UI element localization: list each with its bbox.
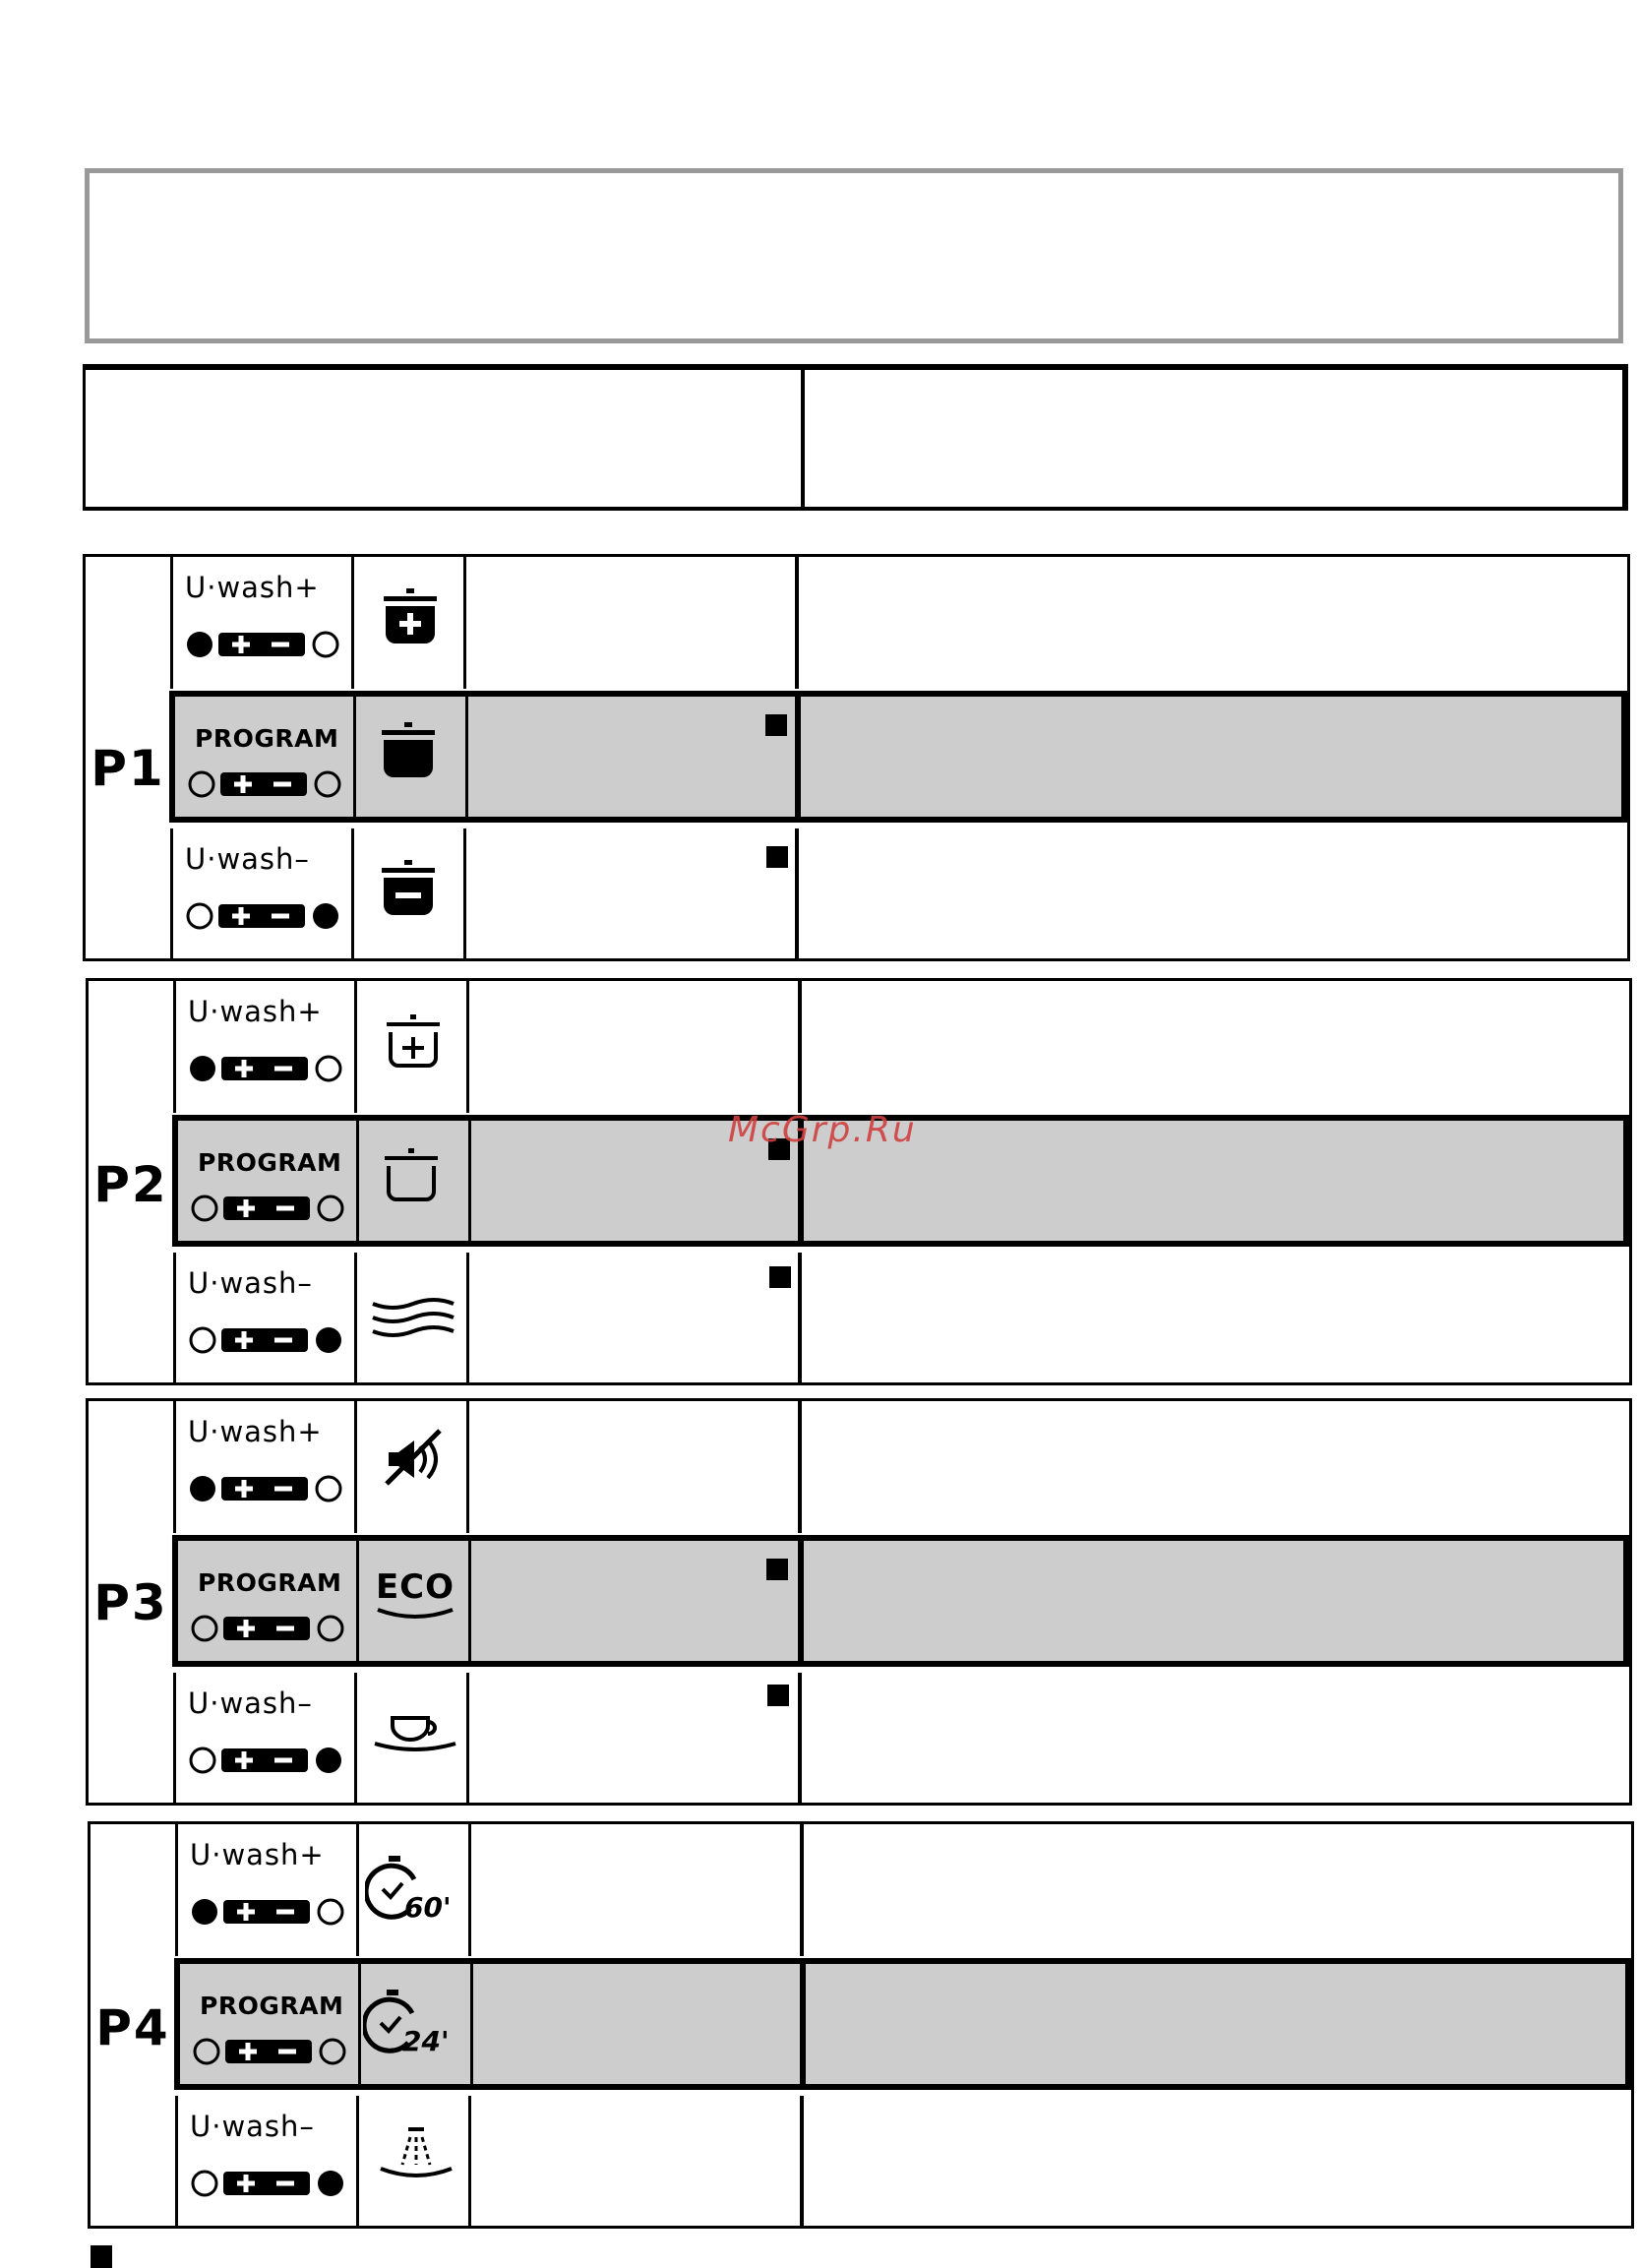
program-row (173, 1253, 1629, 1384)
program-row (173, 981, 1629, 1113)
marker-square-icon (766, 1559, 788, 1580)
icon-cell (357, 1673, 469, 1805)
indicator-left-filled-icon (190, 1897, 347, 1927)
timer-24-icon (363, 1988, 465, 2066)
icon-cell (359, 1541, 471, 1661)
indicator-left-filled-icon (188, 1054, 345, 1083)
mode-cell (180, 1964, 361, 2084)
title-box (85, 168, 1623, 343)
pot-plus-solid-icon (376, 586, 445, 655)
program-label: P4 (95, 1999, 170, 2056)
mode-cell (175, 697, 356, 817)
marker-square-icon (765, 714, 787, 736)
timer-60-label: 60' (404, 1891, 452, 1924)
program-row (175, 1824, 1631, 1956)
info-cell (469, 1673, 802, 1805)
description-cell (804, 1541, 1623, 1661)
pot-solid-icon (374, 720, 443, 789)
description-cell (804, 2096, 1631, 2228)
marker-square-icon (767, 1685, 789, 1706)
icon-cell (361, 1964, 473, 2084)
eco-icon (371, 1567, 459, 1622)
icon-cell (354, 557, 466, 689)
program-row (173, 1401, 1629, 1533)
indicator-right-filled-icon (188, 1746, 345, 1775)
pot-plus-outline-icon (379, 1014, 448, 1083)
description-cell (799, 828, 1627, 960)
waves-icon (369, 1296, 457, 1345)
program-label: P3 (93, 1574, 168, 1631)
watermark: McGrp.Ru (728, 1110, 917, 1150)
program-label: P2 (93, 1156, 168, 1213)
program-group-p2 (86, 978, 1632, 1385)
mode-cell (176, 981, 357, 1113)
marker-square-icon (769, 1266, 791, 1288)
timer-60-icon (365, 1854, 467, 1932)
info-cell (466, 828, 799, 960)
icon-cell (359, 1121, 471, 1241)
program-label: P1 (91, 740, 165, 797)
program-group-p1 (83, 554, 1630, 961)
icon-cell (359, 2096, 471, 2228)
icon-cell (354, 828, 466, 960)
mode-name: U·wash+ (185, 571, 320, 604)
mode-cell (178, 1121, 359, 1241)
timer-24-label: 24' (402, 2025, 450, 2057)
eco-icon-text: ECO (375, 1567, 455, 1607)
program-row (170, 557, 1627, 689)
indicator-right-filled-icon (190, 2169, 347, 2198)
indicator-right-filled-icon (188, 1325, 345, 1355)
info-cell (471, 1824, 804, 1956)
description-cell (804, 1121, 1623, 1241)
description-cell (806, 1964, 1625, 2084)
icon-cell (357, 1401, 469, 1533)
icon-cell (357, 1253, 469, 1384)
info-cell (471, 2096, 804, 2228)
program-group-p3 (86, 1398, 1632, 1806)
mode-cell (178, 1541, 359, 1661)
indicator-left-filled-icon (185, 630, 342, 659)
header-table (83, 364, 1628, 511)
mode-cell (173, 557, 354, 689)
info-cell (468, 697, 801, 817)
info-cell (466, 557, 799, 689)
mode-cell (176, 1401, 357, 1533)
description-cell (802, 1673, 1629, 1805)
pot-minus-solid-icon (374, 858, 443, 927)
description-cell (802, 981, 1629, 1113)
mode-name: PROGRAM (195, 724, 339, 753)
info-cell (469, 981, 802, 1113)
mode-name: U·wash– (190, 2110, 315, 2143)
header-divider (801, 370, 805, 511)
pot-outline-icon (377, 1148, 446, 1217)
marker-square-icon (766, 846, 788, 868)
program-row (175, 2096, 1631, 2228)
indicator-both-empty-icon (190, 1614, 347, 1643)
mode-name: PROGRAM (198, 1568, 342, 1597)
info-cell (473, 1964, 806, 2084)
icon-cell (357, 981, 469, 1113)
mode-cell (173, 828, 354, 960)
description-cell (802, 1401, 1629, 1533)
mode-name: PROGRAM (200, 1992, 344, 2020)
program-row (173, 1673, 1629, 1805)
program-row-selected (174, 1958, 1631, 2090)
description-cell (801, 697, 1621, 817)
rinse-spray-icon (377, 2125, 455, 2184)
mode-cell (178, 1824, 359, 1956)
indicator-left-filled-icon (188, 1474, 345, 1503)
mode-name: U·wash+ (188, 1415, 323, 1448)
mode-name: U·wash+ (190, 1838, 325, 1871)
program-row (170, 828, 1627, 960)
indicator-right-filled-icon (185, 901, 342, 931)
footnote-marker-icon (91, 2245, 112, 2268)
mode-cell (176, 1253, 357, 1384)
mode-cell (176, 1673, 357, 1805)
info-cell (469, 1401, 802, 1533)
mode-name: U·wash– (185, 842, 310, 876)
info-cell (471, 1541, 804, 1661)
indicator-both-empty-icon (187, 769, 344, 799)
mode-name: PROGRAM (198, 1148, 342, 1177)
mode-name: U·wash– (188, 1686, 313, 1720)
program-row-selected (172, 1535, 1629, 1667)
icon-cell (356, 697, 468, 817)
info-cell (469, 1253, 802, 1384)
mode-cell (178, 2096, 359, 2228)
description-cell (804, 1824, 1631, 1956)
program-row-selected (169, 691, 1627, 823)
indicator-both-empty-icon (192, 2037, 349, 2066)
cup-icon (371, 1704, 459, 1763)
icon-cell (359, 1824, 471, 1956)
mode-name: U·wash– (188, 1266, 313, 1300)
silent-speaker-icon (381, 1425, 450, 1494)
program-group-p4 (88, 1821, 1634, 2229)
description-cell (799, 557, 1627, 689)
description-cell (802, 1253, 1629, 1384)
indicator-both-empty-icon (190, 1194, 347, 1223)
mode-name: U·wash+ (188, 995, 323, 1028)
